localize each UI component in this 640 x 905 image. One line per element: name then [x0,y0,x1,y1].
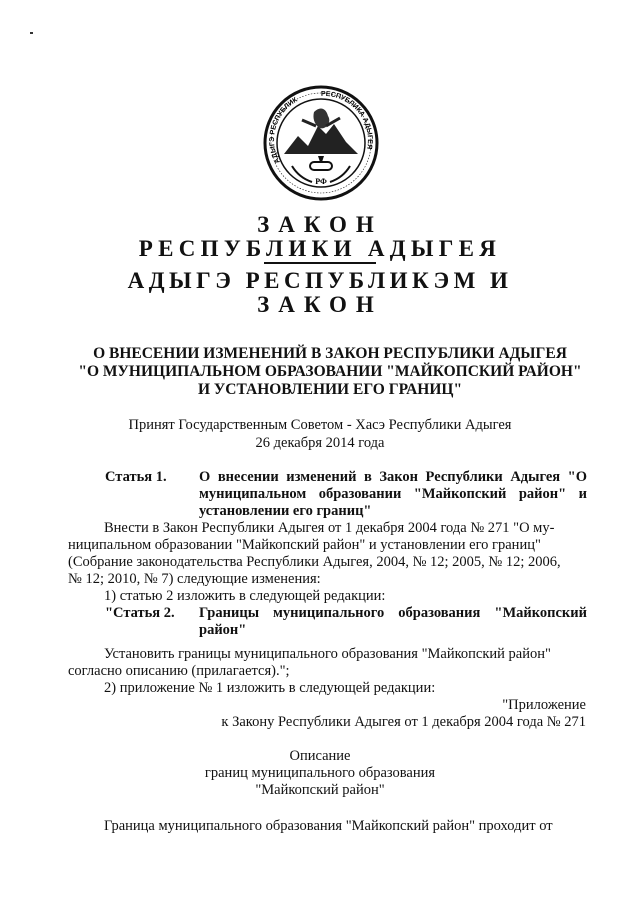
article1-line4: № 12; 2010, № 7) следующие изменения: [68,571,321,587]
article1-body [68,520,586,605]
seal-bottom-text: РФ [315,177,327,186]
law-title-line3: АДЫГЭ РЕСПУБЛИКЭМ И [127,268,513,293]
description-line3: "Майкопский район" [255,782,385,798]
subject-line2: "О МУНИЦИПАЛЬНОМ ОБРАЗОВАНИИ "МАЙКОПСКИЙ РАЙОН" [78,363,582,380]
article2-number: "Статья 2. [105,605,175,621]
seal-ring-text-left: АДЫГЭ РЕСПУБЛИК [269,96,299,165]
scan-speck [30,32,33,34]
svg-text:АДЫГЭ РЕСПУБЛИК [269,96,299,164]
subject-line3: И УСТАНОВЛЕНИИ ЕГО ГРАНИЦ" [197,381,463,398]
appendix-reference [221,697,586,731]
seal-ring-text-right: РЕСПУБЛИКА АДЫГЕЯ [320,90,374,150]
law-title-line4: ЗАКОН [257,292,383,317]
appendix-line2: к Закону Республики Адыгея от 1 декабря 2004 года № 271 [221,714,586,730]
boundary-paragraph: Граница муниципального образования "Майкопский район" проходит от [104,818,553,834]
title-divider [264,262,376,264]
article2-line2: согласно описанию (прилагается)."; [68,663,290,679]
article1-number: Статья 1. [105,469,167,485]
appendix-line1: "Приложение [502,697,586,713]
article1-line2: ниципальном образовании "Майкопский район" и установлении его границ" [68,537,541,553]
law-title-line1: ЗАКОН [257,212,383,237]
description-heading [0,748,640,799]
article2-body [68,646,586,697]
article1-item1: 1) статью 2 изложить в следующей редакции: [104,588,386,604]
article1-line1: Внести в Закон Республики Адыгея от 1 декабря 2004 года № 271 "О му- [104,520,555,536]
article1-line3: (Собрание законодательства Республики Адыгея, 2004, № 12; 2005, № 12; 2006, [68,554,561,570]
article2-item2: 2) приложение № 1 изложить в следующей редакции: [104,680,436,696]
subject-line1: О ВНЕСЕНИИ ИЗМЕНЕНИЙ В ЗАКОН РЕСПУБЛИКИ АДЫГЕЯ [93,345,567,362]
law-subject [40,345,620,399]
coat-of-arms-seal-icon [262,84,380,202]
adoption-note [0,416,640,452]
article2-title: Границы муниципального образования "Майкопский район" [199,605,587,638]
law-title-line2: РЕСПУБЛИКИ АДЫГЕЯ [138,236,502,261]
article1-title: О внесении изменений в Закон Республики Адыгея "О муниципальном образовании "Майкопский район" и установлении его границ" [199,469,587,519]
adoption-line1: Принят Государственным Советом - Хасэ Республики Адыгея [128,417,512,433]
description-line1: Описание [289,748,351,764]
article2-line1: Установить границы муниципального образования "Майкопский район" [104,646,551,662]
description-line2: границ муниципального образования [204,765,436,781]
adoption-date: 26 декабря 2014 года [255,435,385,451]
